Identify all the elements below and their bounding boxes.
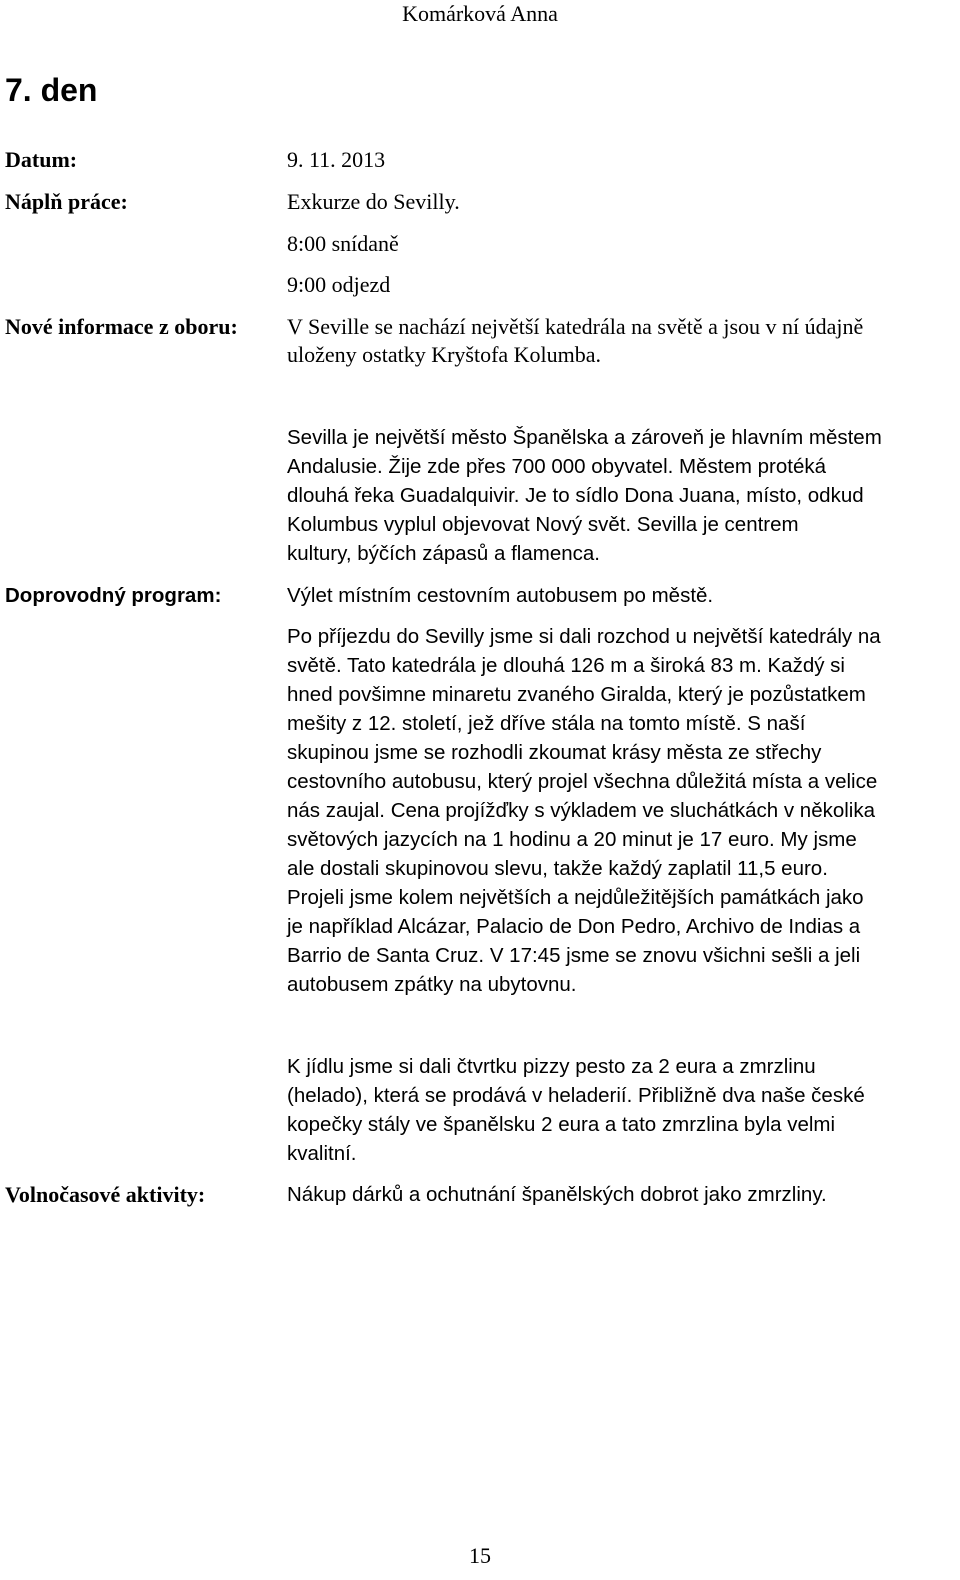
text-line: hned povšimne minaretu zvaného Giralda, který je pozůstatkem	[287, 683, 866, 706]
text-line: Výlet místním cestovním autobusem po městě.	[287, 584, 714, 607]
new-info-text	[287, 313, 957, 369]
work-line: 9:00 odjezd	[287, 272, 391, 297]
work-line: 8:00 snídaně	[287, 231, 399, 256]
new-info-label: Nové informace z oboru:	[5, 314, 238, 339]
text-line: autobusem zpátky na ubytovnu.	[287, 973, 577, 996]
text-line: skupinou jsme se rozhodli zkoumat krásy města ze střechy	[287, 741, 822, 764]
leisure-label: Volnočasové aktivity:	[5, 1182, 206, 1207]
leisure-value	[287, 1180, 957, 1209]
work-line: Exkurze do Sevilly.	[287, 189, 460, 214]
trip-paragraph	[287, 622, 957, 999]
text-line: dlouhá řeka Guadalquivir. Je to sídlo Dona Juana, místo, odkud	[287, 484, 864, 507]
program-label: Doprovodný program:	[5, 584, 222, 607]
text-line: Kolumbus vyplul objevovat Nový svět. Sevilla je centrem	[287, 513, 799, 536]
text-line: Po příjezdu do Sevilly jsme si dali rozchod u největší katedrály na	[287, 625, 881, 648]
text-line: ale dostali skupinovou slevu, takže každý zaplatil 11,5 euro.	[287, 857, 828, 880]
text-line: je například Alcázar, Palacio de Don Pedro, Archivo de Indias a	[287, 915, 861, 938]
date-value: 9. 11. 2013	[287, 147, 386, 172]
food-paragraph	[287, 1052, 957, 1168]
text-line: kvalitní.	[287, 1142, 357, 1165]
text-line: Sevilla je největší město Španělska a zároveň je hlavním městem	[287, 426, 882, 449]
text-line: kopečky stály ve španělsku 2 eura a tato zmrzlina byla velmi	[287, 1113, 836, 1136]
text-line: Barrio de Santa Cruz. V 17:45 jsme se znovu všichni sešli a jeli	[287, 944, 861, 967]
date-label: Datum:	[5, 147, 78, 172]
text-line: uloženy ostatky Kryštofa Kolumba.	[287, 342, 602, 367]
day-title: 7. den	[5, 72, 98, 108]
text-line: Andalusie. Žije zde přes 700 000 obyvatel. Městem protéká	[287, 455, 826, 478]
header-author: Komárková Anna	[402, 1, 558, 26]
work-label: Náplň práce:	[5, 189, 128, 214]
text-line: (helado), která se prodává v heladerií. Přibližně dva naše české	[287, 1084, 865, 1107]
text-line: kultury, býčích zápasů a flamenca.	[287, 542, 600, 565]
sevilla-paragraph	[287, 423, 957, 568]
text-line: K jídlu jsme si dali čtvrtku pizzy pesto za 2 eura a zmrzlinu	[287, 1055, 816, 1078]
text-line: cestovního autobusu, který projel všechna důležitá místa a velice	[287, 770, 878, 793]
text-line: Projeli jsme kolem největších a nejdůležitějších památkách jako	[287, 886, 864, 909]
text-line: světových jazycích na 1 hodinu a 20 minut je 17 euro. My jsme	[287, 828, 857, 851]
text-line: světě. Tato katedrála je dlouhá 126 m a široká 83 m. Každý si	[287, 654, 845, 677]
text-line: V Seville se nachází největší katedrála na světě a jsou v ní údajně	[287, 314, 864, 339]
text-line: mešity z 12. století, jež dříve stála na tomto místě. S naší	[287, 712, 806, 735]
text-line: Nákup dárků a ochutnání španělských dobrot jako zmrzliny.	[287, 1183, 827, 1206]
program-value	[287, 581, 957, 610]
text-line: nás zaujal. Cena projížďky s výkladem ve sluchátkách v několika	[287, 799, 876, 822]
page-number: 15	[469, 1543, 491, 1568]
